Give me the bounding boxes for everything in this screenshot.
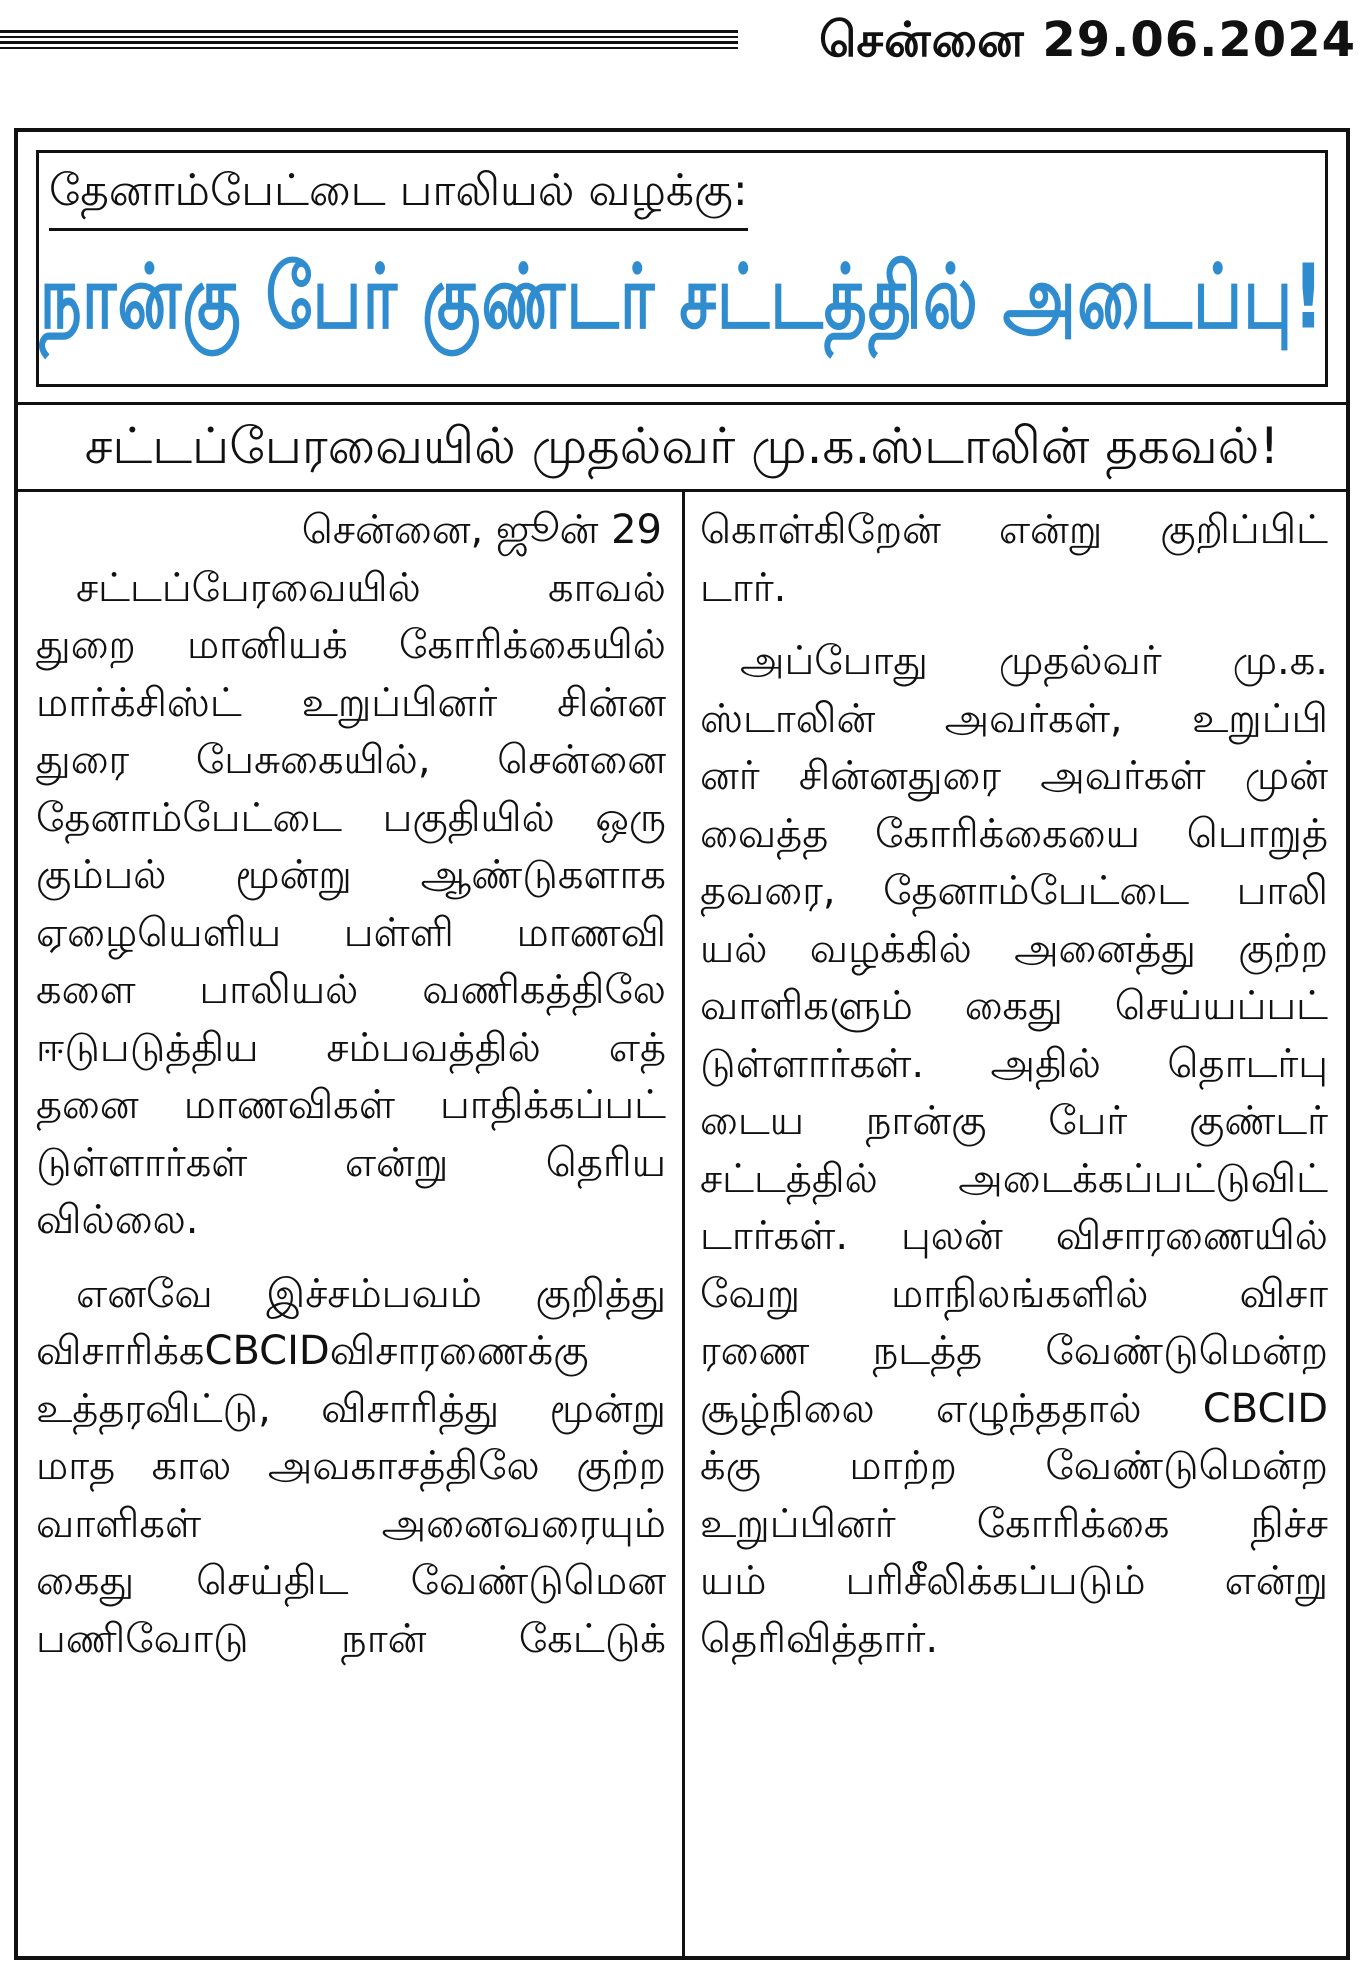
article-frame [14,128,1350,1960]
body-line: தனை மாணவிகள் பாதிக்கப்பட் [36,1082,666,1128]
body-line: துரை பேசுகையில், சென்னை [36,737,666,783]
body-line: உத்தரவிட்டு, விசாரித்து மூன்று [36,1385,666,1432]
body-line: மார்க்சிஸ்ட் உறுப்பினர் சின்ன [36,679,666,726]
body-line: டுள்ளார்கள் என்று தெரிய [36,1139,666,1186]
body-line: களை பாலியல் வணிகத்திலே [36,967,666,1013]
body-line: வாளிகளும் கைது செய்யப்பட் [700,983,1328,1029]
body-line: டார்கள். புலன் விசாரணையில் [700,1213,1328,1259]
body-line: எனவே இச்சம்பவம் குறித்து [76,1270,666,1317]
body-line: கொள்கிறேன் என்று குறிப்பிட் [700,507,1328,553]
body-line: டைய நான்கு பேர் குண்டர் [700,1098,1328,1144]
body-line: சட்டப்பேரவையில் காவல் [76,564,666,611]
body-line: வேறு மாநிலங்களில் விசா [700,1270,1328,1317]
body-line: துறை மானியக் கோரிக்கையில் [36,622,666,668]
subhead: சட்டப்பேரவையில் முதல்வர் மு.க.ஸ்டாலின் தகவல்! [84,417,1280,475]
left-column [36,502,666,1668]
body-line: கைது செய்திட வேண்டுமென [36,1558,666,1604]
body-line: சூழ்நிலை எழுந்ததால் CBCID [700,1385,1328,1432]
body-line: கும்பல் மூன்று ஆண்டுகளாக [36,852,666,898]
right-column [700,502,1328,1668]
body-line: உறுப்பினர் கோரிக்கை நிச்ச [700,1500,1328,1547]
body-line: மாத கால அவகாசத்திலே குற்ற [36,1443,666,1489]
body-line: விசாரிக்கCBCIDவிசாரணைக்கு [36,1328,589,1374]
headline-box [36,150,1328,387]
body-line: னர் சின்னதுரை அவர்கள் முன் [700,753,1328,799]
body-line: அப்போது முதல்வர் மு.க. [740,638,1328,684]
kicker: தேனாம்பேட்டை பாலியல் வழக்கு: [49,165,748,231]
body-line: டுள்ளார்கள். அதில் தொடர்பு [700,1040,1328,1087]
dateline: சென்னை 29.06.2024 [819,12,1356,68]
body-line: ரணை நடத்த வேண்டுமென்ற [700,1328,1328,1374]
body-line: ஸ்டாலின் அவர்கள், உறுப்பி [700,695,1328,742]
body-line: சட்டத்தில் அடைக்கப்பட்டுவிட் [700,1155,1328,1202]
header-rules [0,30,738,52]
body-line: தேனாம்பேட்டை பகுதியில் ஒரு [36,794,666,841]
body-line: டார். [700,564,787,611]
body-line: வாளிகள் அனைவரையும் [36,1500,666,1547]
subhead-bar [18,402,1346,492]
body-line: பணிவோடு நான் கேட்டுக் [36,1615,666,1662]
body-line: தவரை, தேனாம்பேட்டை பாலி [700,868,1328,914]
byline-location: சென்னை, ஜூன் 29 [301,507,662,553]
body-line: யம் பரிசீலிக்கப்படும் என்று [700,1558,1328,1604]
body-line: வைத்த கோரிக்கையை பொறுத் [700,810,1328,857]
column-divider [682,492,685,1956]
headline: நான்கு பேர் குண்டர் சட்டத்தில் அடைப்பு! [39,245,1325,349]
body-line: யல் வழக்கில் அனைத்து குற்ற [700,925,1328,972]
body-line: வில்லை. [36,1197,199,1243]
body-line: தெரிவித்தார். [700,1615,939,1662]
body-line: ஏழையெளிய பள்ளி மாணவி [36,909,666,956]
body-line: க்கு மாற்ற வேண்டுமென்ற [700,1443,1328,1489]
body-line: ஈடுபடுத்திய சம்பவத்தில் எத் [36,1024,666,1071]
